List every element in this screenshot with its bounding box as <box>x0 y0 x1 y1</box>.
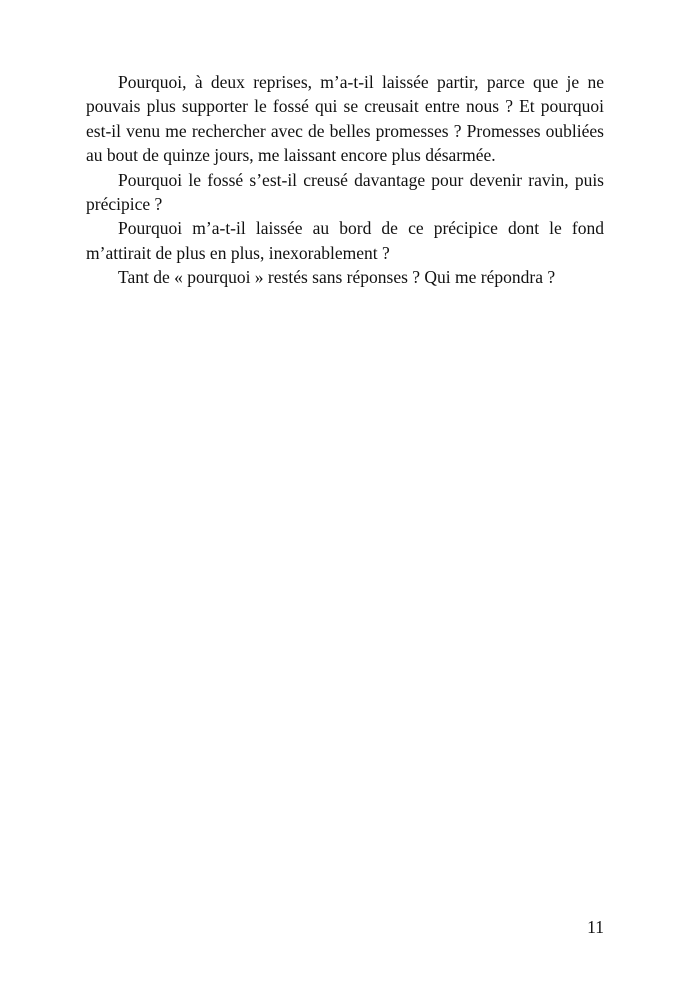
page-number: 11 <box>587 917 604 937</box>
paragraph: Pourquoi, à deux reprises, m’a-t-il laissée partir, parce que je ne pouvais plus supporter le fossé qui se creusait entre nous ? Et pourquoi est-il venu me rechercher avec de belles promesses ? Promesses oubliées au bout de quinze jours, me laissant encore plus désarmée. <box>86 72 604 166</box>
page-body <box>86 70 604 290</box>
paragraph: Tant de « pourquoi » restés sans réponses ? Qui me répondra ? <box>118 267 556 288</box>
paragraph: Pourquoi le fossé s’est-il creusé davantage pour devenir ravin, puis précipice ? <box>86 169 604 215</box>
paragraph: Pourquoi m’a-t-il laissée au bord de ce précipice dont le fond m’attirait de plus en plus, inexorablement ? <box>86 218 604 263</box>
